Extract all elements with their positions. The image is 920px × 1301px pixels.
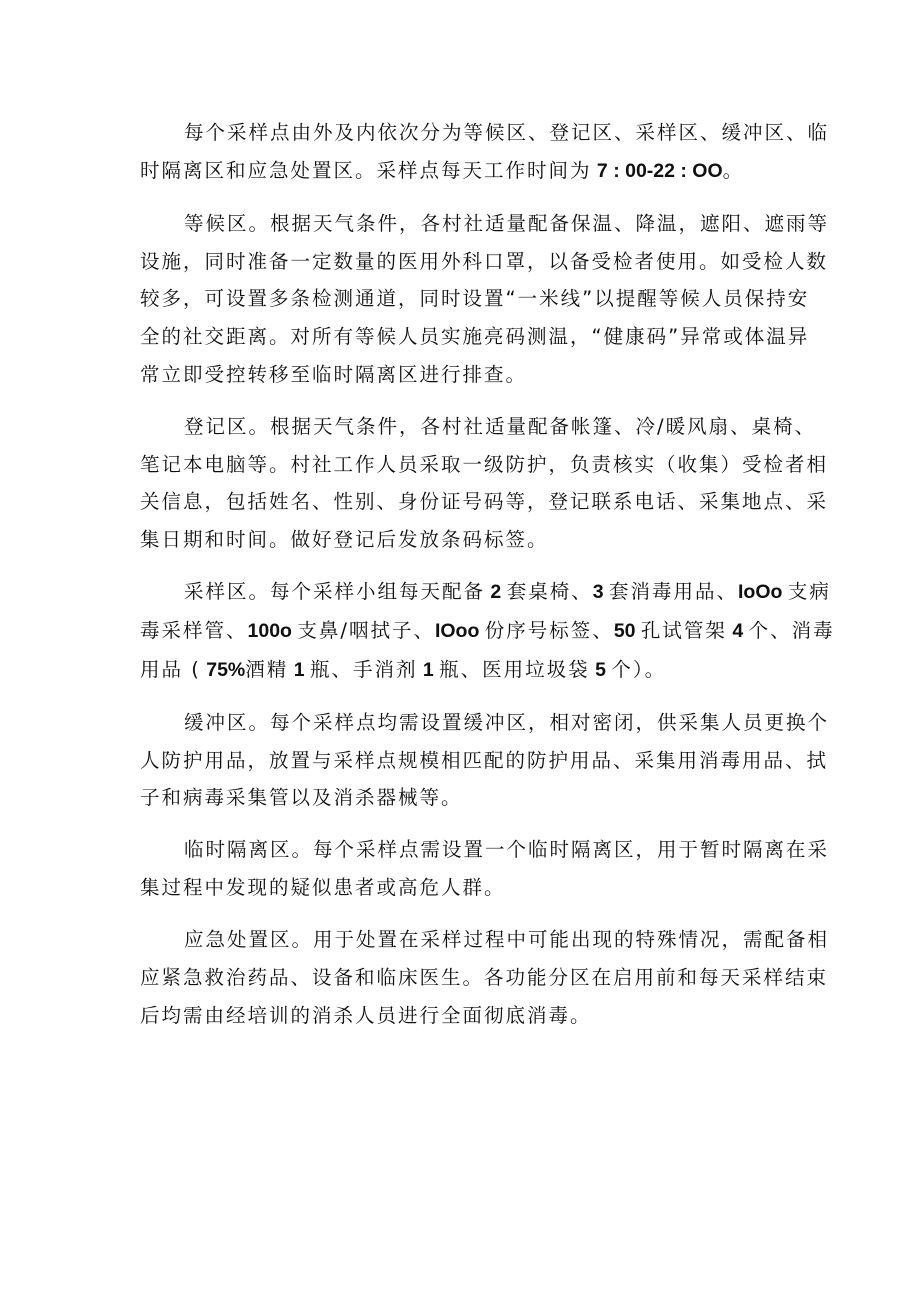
- text-line: 全的社交距离。对所有等候人员实施亮码测温，“健康码”异常或体温异: [140, 325, 810, 349]
- text-line: 较多，可设置多条检测通道，同时设置“一米线”以提醒等候人员保持安: [140, 287, 810, 311]
- text-line: 集过程中发现的疑似患者或高危人群。: [140, 876, 506, 900]
- text-line: 临时隔离区。每个采样点需设置一个临时隔离区，用于暂时隔离在采: [184, 838, 830, 862]
- paragraph-emergency-area: [140, 921, 830, 1034]
- text-line: 笔记本电脑等。村社工作人员采取一级防护，负责核实（收集）受检者相: [140, 452, 829, 476]
- paragraph-waiting-area: [140, 205, 830, 394]
- text-line: 缓冲区。每个采样点均需设置缓冲区，相对密闭，供采集人员更换个: [184, 710, 830, 734]
- text-line: 集日期和时间。做好登记后发放条码标签。: [140, 528, 549, 552]
- text-line: 人防护用品，放置与采样点规模相匹配的防护用品、采集用消毒用品、拭: [140, 748, 829, 772]
- paragraph-sampling-area: [140, 573, 835, 689]
- text-line: 毒采样管、100o 支鼻/咽拭子、IOoo 份序号标签、50 孔试管架 4 个、消毒: [140, 618, 835, 642]
- document-body: [140, 114, 835, 1034]
- text-line: 采样区。每个采样小组每天配备 2 套桌椅、3 套消毒用品、IoOo 支病: [184, 580, 831, 604]
- text-line: 时隔离区和应急处置区。采样点每天工作时间为 7 : 00-22 : OO。: [140, 158, 745, 182]
- text-line: 子和病毒采集管以及消杀器械等。: [140, 786, 463, 810]
- text-line: 关信息，包括姓名、性别、身份证号码等，登记联系电话、采集地点、采: [140, 490, 829, 514]
- text-line: 应紧急救治药品、设备和临床医生。各功能分区在启用前和每天采样结束: [140, 966, 829, 990]
- text-line: 每个采样点由外及内依次分为等候区、登记区、采样区、缓冲区、临: [184, 121, 830, 144]
- paragraph-isolation-area: [140, 831, 830, 906]
- text-line: 等候区。根据天气条件，各村社适量配备保温、降温，遮阳、遮雨等: [184, 211, 830, 235]
- text-line: 应急处置区。用于处置在采样过程中可能出现的特殊情况，需配备相: [184, 928, 830, 952]
- text-line: 登记区。根据天气条件，各村社适量配备帐篷、冷/暖风扇、桌椅、: [184, 414, 817, 438]
- paragraph-buffer-area: [140, 704, 830, 817]
- paragraph-registration-area: [140, 408, 829, 559]
- text-line: 后均需由经培训的消杀人员进行全面彻底消毒。: [140, 1003, 592, 1027]
- paragraph-intro: [140, 114, 830, 190]
- text-line: 常立即受控转移至临时隔离区进行排查。: [140, 362, 528, 386]
- text-line: 设施，同时准备一定数量的医用外科口罩，以备受检者使用。如受检人数: [140, 249, 829, 273]
- text-line: 用品 ( 75%酒精 1 瓶、手消剂 1 瓶、医用垃圾袋 5 个）。: [140, 657, 667, 681]
